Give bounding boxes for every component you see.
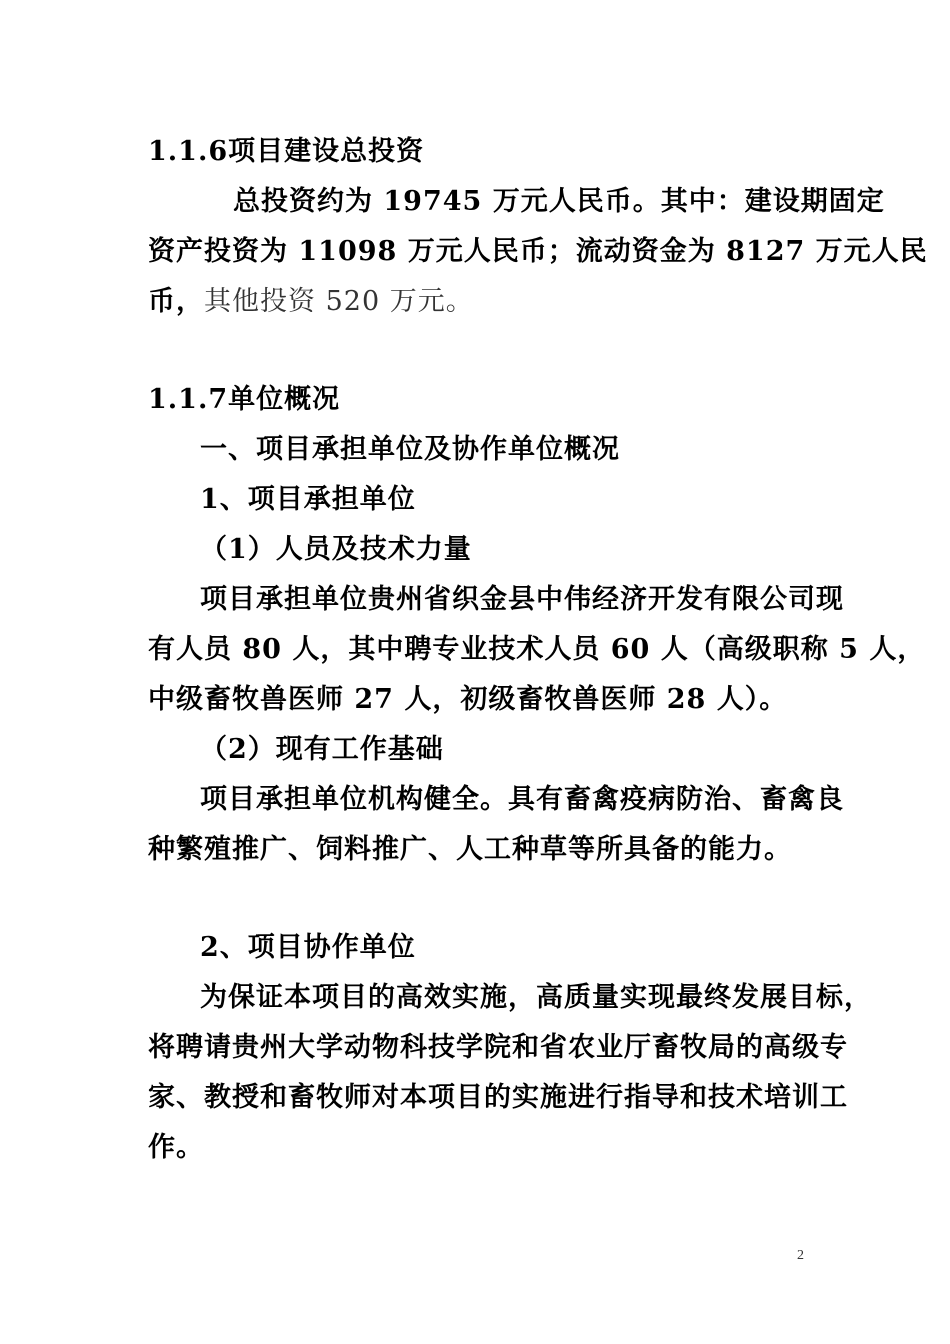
paragraph-line: 将聘请贵州大学动物科技学院和省农业厅畜牧局的高级专 xyxy=(148,1032,848,1063)
sub-heading: 一、项目承担单位及协作单位概况 xyxy=(200,434,620,465)
section-heading-1-1-6: 1.1.6项目建设总投资 xyxy=(148,136,425,167)
item-heading: （1）人员及技术力量 xyxy=(200,534,472,565)
paragraph-text: 币， xyxy=(148,286,204,317)
page-number: 2 xyxy=(797,1248,804,1263)
paragraph-line xyxy=(148,285,474,319)
paragraph-line: 种繁殖推广、饲料推广、人工种草等所具备的能力。 xyxy=(148,834,792,865)
paragraph-text-tail: 其他投资 520 万元。 xyxy=(204,286,474,317)
paragraph-line: 作。 xyxy=(148,1132,204,1163)
sub-heading: 2、项目协作单位 xyxy=(200,932,416,963)
item-heading: （2）现有工作基础 xyxy=(200,734,444,765)
paragraph-line: 资产投资为 11098 万元人民币；流动资金为 8127 万元人民 xyxy=(148,236,928,267)
sub-heading: 1、项目承担单位 xyxy=(200,484,416,515)
paragraph-line: 总投资约为 19745 万元人民币。其中：建设期固定 xyxy=(233,186,885,217)
section-heading-1-1-7: 1.1.7单位概况 xyxy=(148,384,341,415)
paragraph-line: 项目承担单位机构健全。具有畜禽疫病防治、畜禽良 xyxy=(200,784,844,815)
paragraph-line: 有人员 80 人，其中聘专业技术人员 60 人（高级职称 5 人， xyxy=(148,634,926,665)
paragraph-line: 中级畜牧兽医师 27 人，初级畜牧兽医师 28 人）。 xyxy=(148,684,788,715)
paragraph-line: 为保证本项目的高效实施，高质量实现最终发展目标， xyxy=(200,982,872,1013)
paragraph-line: 家、教授和畜牧师对本项目的实施进行指导和技术培训工 xyxy=(148,1082,848,1113)
paragraph-line: 项目承担单位贵州省织金县中伟经济开发有限公司现 xyxy=(200,584,844,615)
